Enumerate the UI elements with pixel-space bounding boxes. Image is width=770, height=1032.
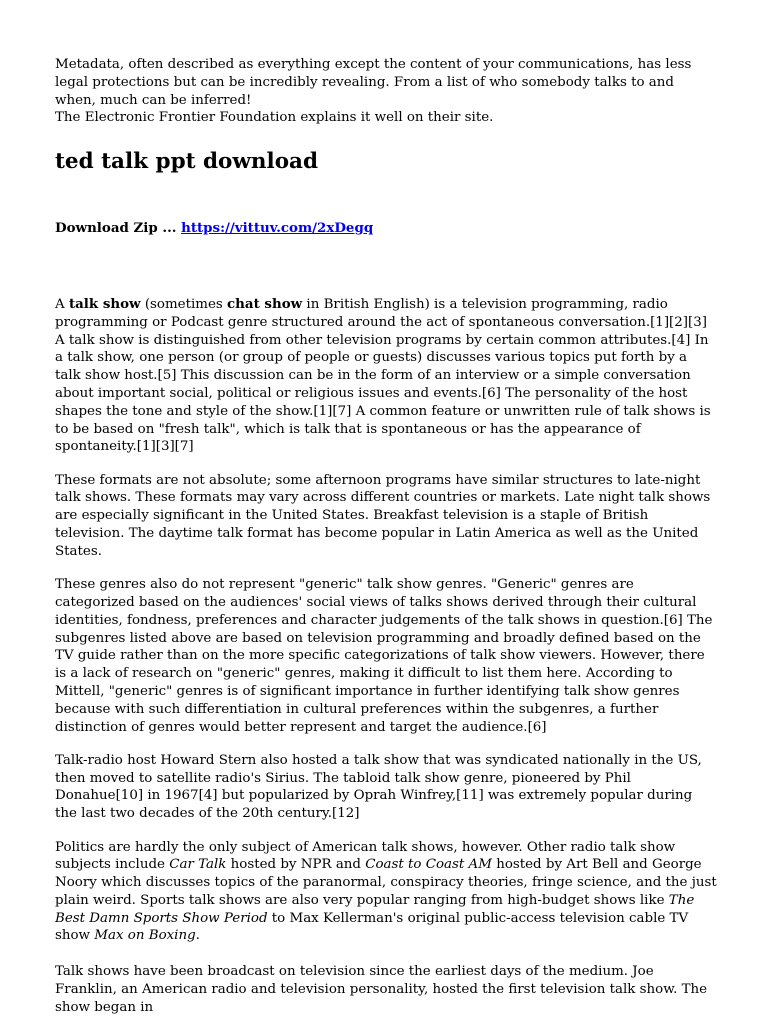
p1-text-c: (sometimes — [140, 296, 228, 312]
intro-paragraph: Metadata, often described as everything except the content of your communications, has less legal protections but can be incredibly revealing. From a list of who somebody talks to and when, much can be inferred! — [55, 57, 692, 108]
title-car-talk: Car Talk — [169, 857, 227, 873]
title-coast-to-coast: Coast to Coast AM — [365, 857, 492, 873]
paragraph-genres: These genres also do not represent "generic" talk show genres. "Generic" genres are categorized based on the audiences' social views of talks shows derived through their cultural identities, fondness, preferences and character judgements of the talk shows in question.[6] The subgenres listed above are based on television programming and broadly defined based on the TV guide rather than on the more specific categorizations of talk show viewers. However, there is a lack of research on "generic" genres, making it difficult to list them here. According to Mittell, "generic" genres is of significant importance in further identifying talk show genres because with such differentiation in cultural preferences within the subgenres, a further distinction of genres would better represent and target the audience.[6] — [55, 577, 713, 735]
download-line — [55, 220, 717, 238]
title-max-on-boxing: Max on Boxing — [94, 928, 196, 944]
p5-text-d: to Max Kellerman's original public-access television cable TV show — [55, 910, 689, 944]
p5-text-b: hosted by NPR and — [226, 857, 366, 873]
p5-text-a: Politics are hardly the only subject of American talk shows, however. Other radio talk show subjects include — [55, 839, 676, 873]
paragraph-politics — [55, 839, 717, 946]
paragraph-formats: These formats are not absolute; some afternoon programs have similar structures to late-night talk shows. These formats may vary across different countries or markets. Late night talk shows are especially significant in the United States. Breakfast television is a staple of British television. The daytime talk format has become popular in Latin America as well as the United States. — [55, 472, 711, 559]
title-best-damn-sports-show: The Best Damn Sports Show Period — [55, 892, 695, 926]
document-body — [55, 56, 717, 1032]
paragraph-history: Talk shows have been broadcast on television since the earliest days of the medium. Joe Franklin, an American radio and television personality, hosted the first television talk show. The show began in — [55, 964, 708, 1015]
p5-text-e: . — [195, 928, 200, 944]
page-title: ted talk ppt download — [55, 149, 319, 175]
paragraph-talk-show-definition — [55, 296, 717, 456]
p5-text-c: hosted by Art Bell and George Noory which discusses topics of the paranormal, conspiracy theories, fringe science, and the just plain weird. Sports talk shows are also very popular ranging from high-budget shows like — [55, 857, 717, 908]
term-chat-show: chat show — [227, 295, 303, 312]
intro-section — [55, 56, 717, 127]
paragraph-talk-radio: Talk-radio host Howard Stern also hosted a talk show that was syndicated nationally in the US, then moved to satellite radio's Sirius. The tabloid talk show genre, pioneered by Phil Donahue[10] in 1967[4] but popularized by Oprah Winfrey,[11] was extremely popular during the last two decades of the 20th century.[12] — [55, 752, 702, 822]
download-label: Download Zip ... — [55, 220, 177, 237]
download-link[interactable]: https://vittuv.com/2xDegq — [181, 220, 374, 237]
p1-text-a: A — [55, 296, 69, 312]
p1-text-d: in British English) is a television programming, radio programming or Podcast genre structured around the act of spontaneous conversation.[1][2][3] A talk show is distinguished from other television programs by certain common attributes.[4] In a talk show, one person (or group of people or guests) discusses various topics put forth by a talk show host.[5] This discussion can be in the form of an interview or a simple conversation about important social, political or religious issues and events.[6] The personality of the host shapes the tone and style of the show.[1][7] A common feature or unwritten rule of talk shows is to be based on "fresh talk", which is talk that is spontaneous or has the appearance of spontaneity.[1][3][7] — [55, 296, 711, 455]
intro-eff-line: The Electronic Frontier Foundation explains it well on their site. — [55, 110, 494, 126]
term-talk-show: talk show — [68, 295, 141, 312]
